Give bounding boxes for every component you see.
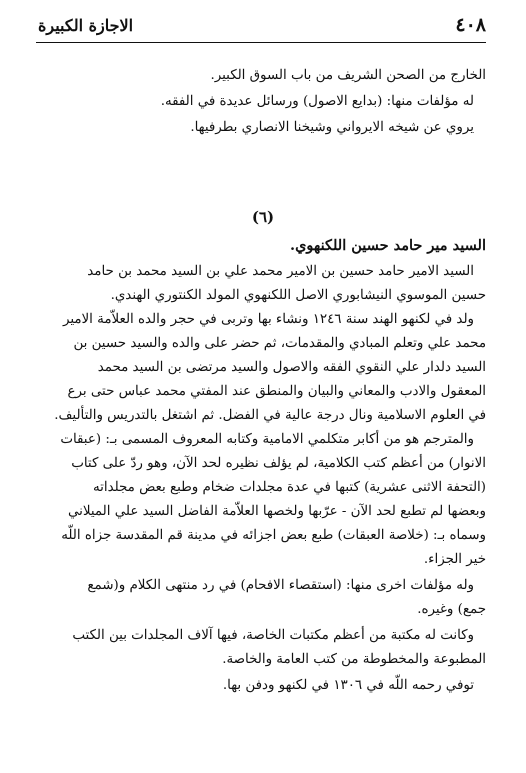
body-line: المعقول والادب والمعاني والبيان والمنطق عند المفتي محمد عباس حتى برع <box>67 384 486 399</box>
body-line: (التحفة الاثنى عشرية) كتبها في عدة مجلدات ضخام وطبع بعض مجلداته <box>92 480 486 495</box>
running-header <box>38 14 486 40</box>
intro-line: الخارج من الصحن الشريف من باب السوق الكبير. <box>210 68 486 83</box>
body-line: في العلوم الاسلامية ونال درجة عالية في الفضل. ثم اشتغل بالتدريس والتأليف. <box>54 408 486 423</box>
entry-title: السيد مير حامد حسين اللكنهوي. <box>290 237 486 254</box>
section-number: (٦) <box>251 208 275 226</box>
entry-body <box>40 262 486 732</box>
body-line: السيد دلدار علي النقوي الفقه والاصول والسيد مرتضى بن السيد محمد <box>97 360 486 375</box>
body-line: الانوار) من أعظم كتب الكلامية، لم يؤلف نظيره لحد الآن، وهو ردّ على كتاب <box>71 456 486 471</box>
body-line: السيد الامير حامد حسين بن الامير محمد علي بن السيد محمد بن حامد <box>87 264 474 279</box>
body-line: وله مؤلفات اخرى منها: (استقصاء الافحام) في رد منتهى الكلام و(شمع <box>87 578 474 593</box>
body-line: المطبوعة والمخطوطة من كتب العامة والخاصة. <box>222 652 486 667</box>
intro-paragraphs <box>40 66 486 146</box>
body-line: والمترجم هو من أكابر متكلمي الامامية وكتابه المعروف المسمى بـ: (عبقات <box>60 432 474 447</box>
body-line: توفي رحمه اللّه في ١٣٠٦ في لكنهو ودفن بها. <box>222 678 474 693</box>
body-line: خير الجزاء. <box>423 552 486 567</box>
body-line: وبعضها لم تطبع لحد الآن - عرّبها ولخصها العلاّمة الفاضل السيد علي الميلاني <box>68 504 486 519</box>
entry-heading-block <box>40 236 486 258</box>
page-number: ٤٠٨ <box>455 14 486 36</box>
body-line: ولد في لكنهو الهند سنة ١٢٤٦ ونشاء بها وتربى في حجر والده العلاّمة الامير <box>62 312 474 327</box>
intro-line: له مؤلفات منها: (بدايع الاصول) ورسائل عديدة في الفقه. <box>160 94 474 109</box>
body-line: وسماه بـ: (خلاصة العبقات) طبع بعض اجزائه في مدينة قم المقدسة جزاه اللّه <box>61 528 486 543</box>
body-line: حسين الموسوي النيشابوري الاصل اللكنهوي المولد الكنتوري الهندي. <box>110 288 486 303</box>
body-line: جمع) وغيره. <box>417 602 486 617</box>
body-line: وكانت له مكتبة من أعظم مكتبات الخاصة، فيها آلاف المجلدات بين الكتب <box>72 628 474 643</box>
intro-line: يروي عن شيخه الايرواني وشيخنا الانصاري بطرفيها. <box>190 120 474 135</box>
running-title: الاجازة الكبيرة <box>38 16 134 35</box>
body-line: محمد علي وتعلم المبادي والمقدمات، ثم حضر على والده والسيد حسين بن <box>73 336 486 351</box>
header-rule <box>36 42 486 43</box>
